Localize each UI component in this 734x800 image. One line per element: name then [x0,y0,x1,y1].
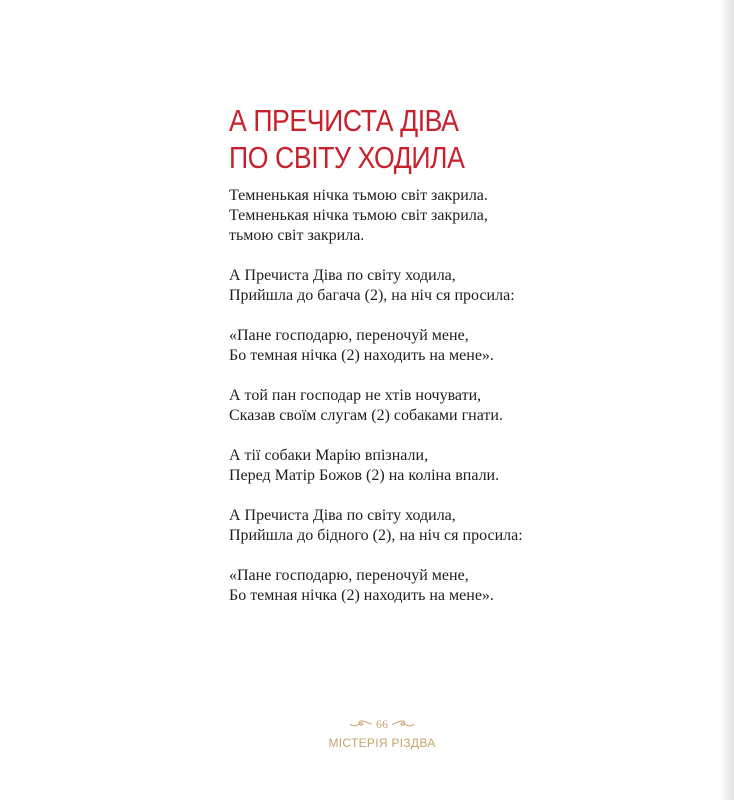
poem-line: «Пане господарю, переночуй мене, [229,327,469,344]
poem-line: А Пречиста Діва по світу ходила, [229,267,456,284]
page-edge-shadow [720,0,734,800]
poem-line: Прийшла до багача (2), на ніч ся просила: [229,287,515,304]
poem-line: А Пречиста Діва по світу ходила, [229,507,456,524]
page-number: 66 [376,717,388,731]
poem-line: Темненькая нічка тьмою світ закрила. [229,187,488,204]
stanza-5 [229,446,569,486]
stanza-7 [229,566,569,606]
poem-body [229,186,569,626]
poem-line: Бо темная нічка (2) находить на мене». [229,587,494,604]
page-footer [328,714,436,752]
poem-line: Сказав своїм слугам (2) собаками гнати. [229,407,503,424]
poem-line: А той пан господар не хтів ночувати, [229,387,482,404]
poem-title-line-2: ПО СВІТУ ХОДИЛА [229,140,465,175]
stanza-2 [229,266,569,306]
page-number-row [328,714,436,734]
poem-line: «Пане господарю, переночуй мене, [229,567,469,584]
flourish-right-icon [391,719,415,729]
running-title: МІСТЕРІЯ РІЗДВА [328,736,436,750]
stanza-1 [229,186,569,246]
stanza-6 [229,506,569,546]
flourish-left-icon [349,719,373,729]
poem-line: Темненькая нічка тьмою світ закрила, [229,207,488,224]
poem-title [229,102,464,176]
poem-line: тьмою світ закрила. [229,227,365,244]
poem-line: Прийшла до бідного (2), на ніч ся просила: [229,527,523,544]
stanza-4 [229,386,569,426]
poem-line: Бо темная нічка (2) находить на мене». [229,347,494,364]
poem-line: Перед Матір Божов (2) на коліна впали. [229,467,500,484]
poem-line: А тії собаки Марію впізнали, [229,447,429,464]
poem-title-line-1: А ПРЕЧИСТА ДІВА [229,103,459,138]
stanza-3 [229,326,569,366]
